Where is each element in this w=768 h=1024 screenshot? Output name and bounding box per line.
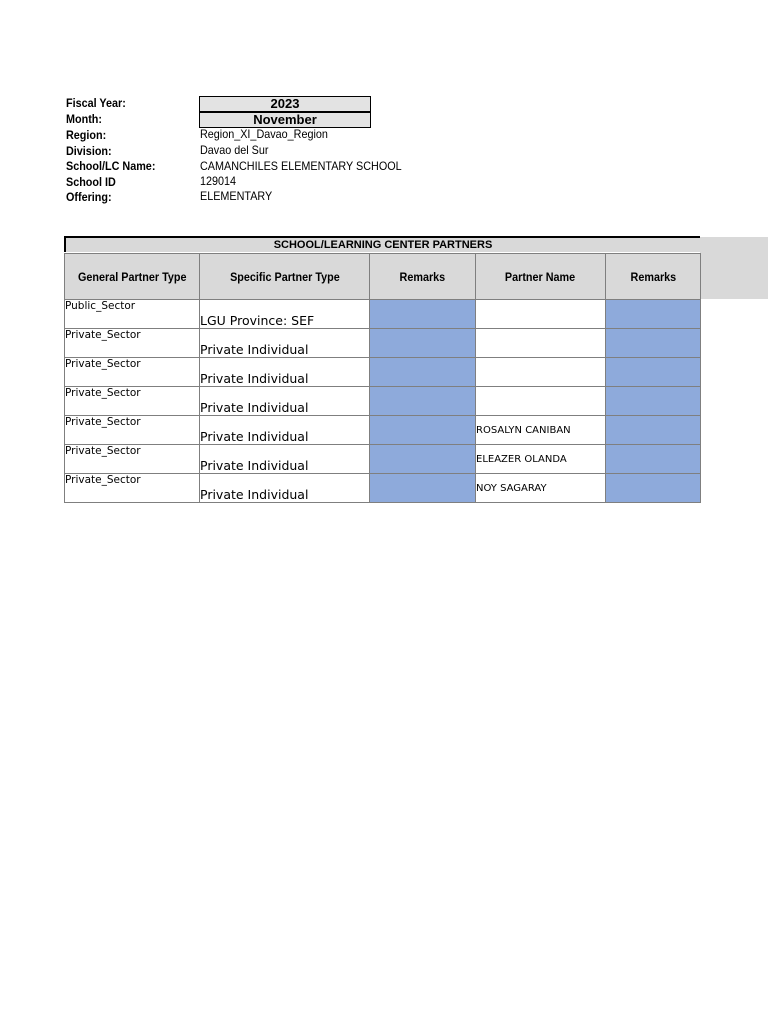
partner-name-cell[interactable]: ELEAZER OLANDA: [476, 445, 606, 474]
partner-name-cell[interactable]: [476, 329, 606, 358]
remarks-cell[interactable]: [370, 387, 476, 416]
remarks-cell[interactable]: [606, 387, 701, 416]
table-title: SCHOOL/LEARNING CENTER PARTNERS: [64, 236, 700, 252]
remarks-cell[interactable]: [370, 300, 476, 329]
month-value[interactable]: November: [199, 112, 371, 128]
region-label: Region:: [66, 128, 107, 142]
region-value: Region_XI_Davao_Region: [200, 127, 328, 141]
remarks-cell[interactable]: [606, 329, 701, 358]
remarks-cell[interactable]: [606, 358, 701, 387]
specific-partner-type-cell[interactable]: Private Individual: [200, 416, 370, 445]
partner-name-cell[interactable]: NOY SAGARAY: [476, 474, 606, 503]
partner-name-cell[interactable]: [476, 387, 606, 416]
table-row: [65, 416, 701, 445]
offering-value: ELEMENTARY: [200, 189, 273, 203]
specific-partner-type-cell[interactable]: Private Individual: [200, 358, 370, 387]
specific-partner-type-cell[interactable]: LGU Province: SEF: [200, 300, 370, 329]
school-id-value: 129014: [200, 174, 237, 188]
remarks-cell[interactable]: [370, 358, 476, 387]
general-partner-type-cell[interactable]: Private_Sector: [65, 358, 200, 387]
remarks-cell[interactable]: [606, 416, 701, 445]
school-id-label: School ID: [66, 175, 116, 189]
table-row: [65, 329, 701, 358]
header-partner-name: Partner Name: [476, 254, 606, 300]
header-remarks-2: Remarks: [606, 254, 701, 300]
general-partner-type-cell[interactable]: Private_Sector: [65, 445, 200, 474]
remarks-cell[interactable]: [606, 300, 701, 329]
general-partner-type-cell[interactable]: Private_Sector: [65, 387, 200, 416]
general-partner-type-cell[interactable]: Private_Sector: [65, 329, 200, 358]
table-row: [65, 387, 701, 416]
partner-name-cell[interactable]: ROSALYN CANIBAN: [476, 416, 606, 445]
general-partner-type-cell[interactable]: Private_Sector: [65, 474, 200, 503]
general-partner-type-cell[interactable]: Private_Sector: [65, 416, 200, 445]
table-row: [65, 300, 701, 329]
fiscal-year-value[interactable]: 2023: [199, 96, 371, 112]
fiscal-year-label: Fiscal Year:: [66, 96, 126, 110]
header-specific-partner-type: Specific Partner Type: [200, 254, 370, 300]
specific-partner-type-cell[interactable]: Private Individual: [200, 445, 370, 474]
remarks-cell[interactable]: [370, 474, 476, 503]
remarks-cell[interactable]: [370, 416, 476, 445]
table-header-row: [65, 254, 701, 300]
school-name-value: CAMANCHILES ELEMENTARY SCHOOL: [200, 159, 402, 173]
header-remarks-1: Remarks: [370, 254, 476, 300]
table-row: [65, 358, 701, 387]
table-row: [65, 445, 701, 474]
remarks-cell[interactable]: [606, 445, 701, 474]
remarks-cell[interactable]: [370, 445, 476, 474]
division-label: Division:: [66, 144, 112, 158]
partner-name-cell[interactable]: [476, 358, 606, 387]
partners-table: [64, 253, 701, 503]
specific-partner-type-cell[interactable]: Private Individual: [200, 474, 370, 503]
table-row: [65, 474, 701, 503]
remarks-cell[interactable]: [370, 329, 476, 358]
header-general-partner-type: General Partner Type: [65, 254, 200, 300]
partner-name-cell[interactable]: [476, 300, 606, 329]
offering-label: Offering:: [66, 190, 112, 204]
division-value: Davao del Sur: [200, 143, 269, 157]
school-name-label: School/LC Name:: [66, 159, 156, 173]
general-partner-type-cell[interactable]: Public_Sector: [65, 300, 200, 329]
specific-partner-type-cell[interactable]: Private Individual: [200, 387, 370, 416]
month-label: Month:: [66, 112, 102, 126]
header-fill-extension: [700, 237, 768, 299]
specific-partner-type-cell[interactable]: Private Individual: [200, 329, 370, 358]
remarks-cell[interactable]: [606, 474, 701, 503]
